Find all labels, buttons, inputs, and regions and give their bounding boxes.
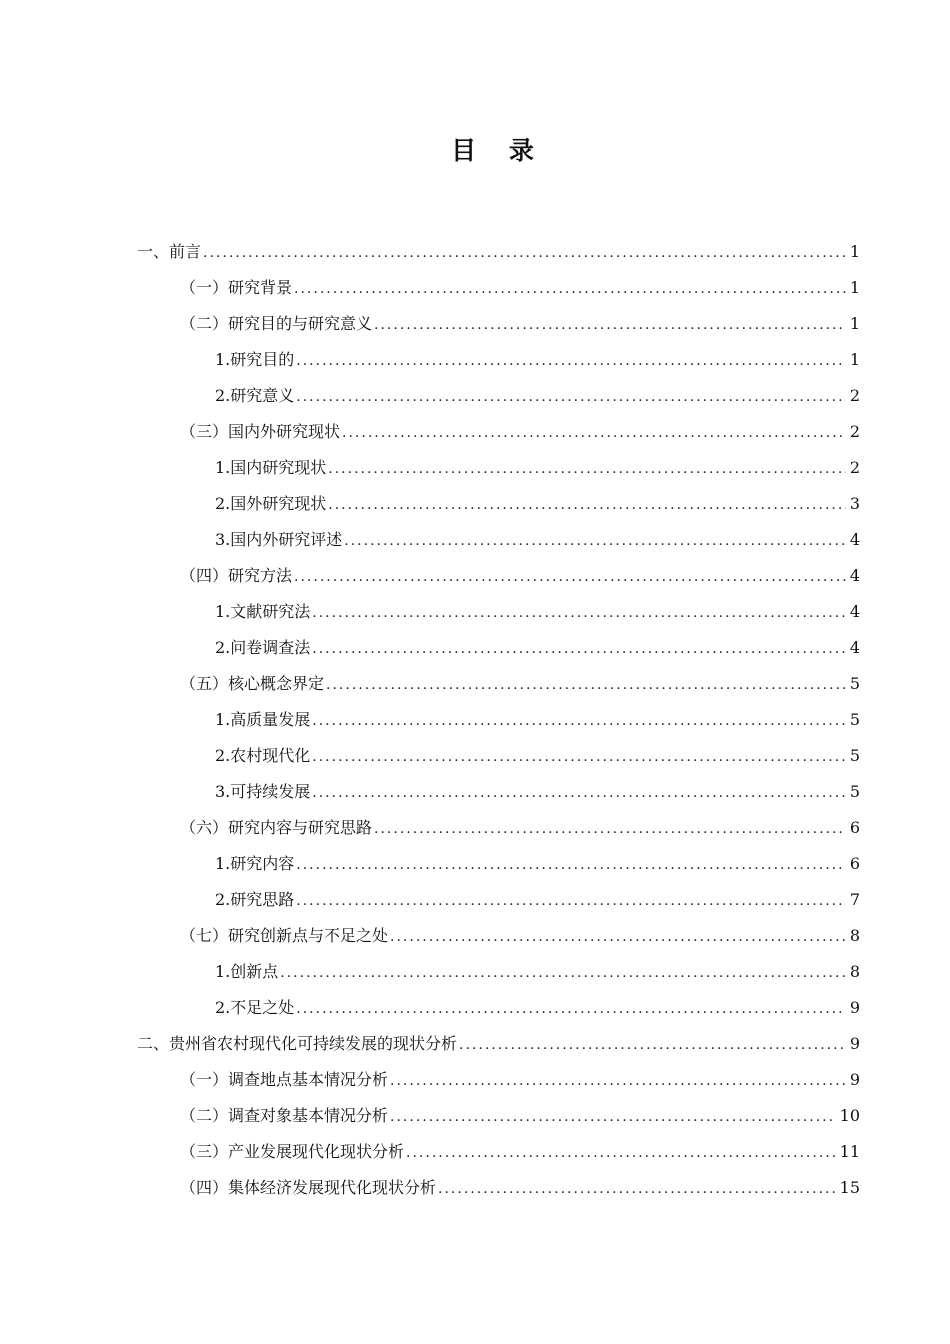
toc-entry[interactable] [137, 774, 860, 810]
toc-entry[interactable] [137, 810, 860, 846]
toc-dot-leader [203, 235, 846, 271]
table-of-contents [137, 234, 860, 1206]
toc-entry[interactable] [137, 414, 860, 450]
toc-entry-label: （二）研究目的与研究意义 [180, 314, 373, 333]
toc-dot-leader [294, 271, 846, 307]
toc-entry-page-number: 11 [839, 1142, 860, 1161]
toc-entry-label: （二）调查对象基本情况分析 [180, 1106, 389, 1125]
toc-entry-page-number: 1 [849, 314, 860, 333]
toc-entry[interactable] [137, 378, 860, 414]
toc-entry-page-number: 9 [849, 1034, 860, 1053]
toc-dot-leader [312, 739, 846, 775]
toc-dot-leader [312, 631, 846, 667]
toc-entry-label: 1.创新点 [215, 962, 279, 981]
toc-dot-leader [312, 775, 846, 811]
toc-entry[interactable] [137, 1026, 860, 1062]
toc-dot-leader [280, 955, 846, 991]
toc-entry[interactable] [137, 738, 860, 774]
toc-entry-label: 1.国内研究现状 [215, 458, 327, 477]
page-title: 目 录 [451, 136, 546, 165]
toc-entry-page-number: 2 [849, 386, 860, 405]
toc-entry[interactable] [137, 270, 860, 306]
toc-entry[interactable] [137, 450, 860, 486]
toc-dot-leader [374, 307, 846, 343]
toc-entry[interactable] [137, 594, 860, 630]
toc-entry-page-number: 10 [839, 1106, 860, 1125]
toc-entry-label: 2.研究思路 [215, 890, 295, 909]
toc-dot-leader [328, 451, 846, 487]
toc-dot-leader [390, 1063, 846, 1099]
toc-entry-page-number: 2 [849, 458, 860, 477]
toc-entry[interactable] [137, 1170, 860, 1206]
toc-entry[interactable] [137, 486, 860, 522]
toc-entry-page-number: 15 [839, 1178, 860, 1197]
toc-entry-page-number: 4 [849, 638, 860, 657]
toc-entry-page-number: 1 [849, 350, 860, 369]
toc-dot-leader [296, 883, 846, 919]
toc-entry-page-number: 5 [849, 746, 860, 765]
toc-dot-leader [326, 667, 846, 703]
toc-dot-leader [459, 1027, 846, 1063]
toc-entry-page-number: 9 [849, 1070, 860, 1089]
toc-entry-label: （四）集体经济发展现代化现状分析 [180, 1178, 437, 1197]
toc-entry[interactable] [137, 522, 860, 558]
toc-entry-label: 2.问卷调查法 [215, 638, 311, 657]
toc-entry-label: （六）研究内容与研究思路 [180, 818, 373, 837]
toc-entry-label: 2.不足之处 [215, 998, 295, 1017]
toc-entry-label: （三）产业发展现代化现状分析 [180, 1142, 405, 1161]
toc-entry-page-number: 1 [849, 278, 860, 297]
toc-entry-page-number: 5 [849, 710, 860, 729]
toc-entry-page-number: 4 [849, 566, 860, 585]
toc-entry-page-number: 6 [849, 818, 860, 837]
toc-entry[interactable] [137, 1134, 860, 1170]
toc-entry-page-number: 8 [849, 962, 860, 981]
toc-entry-label: 2.国外研究现状 [215, 494, 327, 513]
toc-entry-page-number: 4 [849, 602, 860, 621]
toc-entry[interactable] [137, 846, 860, 882]
toc-entry-page-number: 7 [849, 890, 860, 909]
toc-entry[interactable] [137, 990, 860, 1026]
toc-dot-leader [406, 1135, 836, 1171]
toc-dot-leader [296, 991, 846, 1027]
toc-dot-leader [294, 559, 846, 595]
toc-entry[interactable] [137, 1098, 860, 1134]
toc-dot-leader [344, 523, 846, 559]
toc-entry[interactable] [137, 1062, 860, 1098]
toc-entry-label: 3.国内外研究评述 [215, 530, 343, 549]
toc-dot-leader [296, 379, 846, 415]
toc-entry-label: 1.文献研究法 [215, 602, 311, 621]
toc-entry-page-number: 4 [849, 530, 860, 549]
toc-entry[interactable] [137, 342, 860, 378]
toc-entry-label: （四）研究方法 [180, 566, 293, 585]
toc-entry[interactable] [137, 666, 860, 702]
toc-entry-label: 二、贵州省农村现代化可持续发展的现状分析 [137, 1034, 458, 1053]
toc-entry-page-number: 2 [849, 422, 860, 441]
toc-entry-label: 2.农村现代化 [215, 746, 311, 765]
toc-dot-leader [342, 415, 846, 451]
toc-dot-leader [390, 1099, 836, 1135]
toc-entry-page-number: 5 [849, 782, 860, 801]
toc-entry[interactable] [137, 558, 860, 594]
toc-entry-page-number: 5 [849, 674, 860, 693]
toc-dot-leader [296, 343, 846, 379]
toc-entry-label: 1.研究内容 [215, 854, 295, 873]
toc-dot-leader [312, 703, 846, 739]
toc-entry-label: 一、前言 [137, 242, 202, 261]
toc-dot-leader [374, 811, 846, 847]
toc-dot-leader [296, 847, 846, 883]
toc-entry[interactable] [137, 954, 860, 990]
toc-entry-label: （五）核心概念界定 [180, 674, 325, 693]
toc-entry-page-number: 6 [849, 854, 860, 873]
toc-entry-label: 1.研究目的 [215, 350, 295, 369]
toc-entry-label: （七）研究创新点与不足之处 [180, 926, 389, 945]
toc-dot-leader [328, 487, 846, 523]
toc-entry[interactable] [137, 306, 860, 342]
toc-dot-leader [438, 1171, 836, 1207]
toc-entry-label: （一）调查地点基本情况分析 [180, 1070, 389, 1089]
toc-entry-label: （三）国内外研究现状 [180, 422, 341, 441]
toc-entry-label: 2.研究意义 [215, 386, 295, 405]
toc-entry[interactable] [137, 630, 860, 666]
toc-entry[interactable] [137, 702, 860, 738]
toc-entry-page-number: 3 [849, 494, 860, 513]
toc-entry[interactable] [137, 234, 860, 270]
toc-entry-page-number: 9 [849, 998, 860, 1017]
toc-dot-leader [312, 595, 846, 631]
toc-entry-page-number: 8 [849, 926, 860, 945]
toc-entry[interactable] [137, 882, 860, 918]
toc-entry[interactable] [137, 918, 860, 954]
toc-entry-label: 1.高质量发展 [215, 710, 311, 729]
toc-entry-label: 3.可持续发展 [215, 782, 311, 801]
toc-entry-label: （一）研究背景 [180, 278, 293, 297]
toc-dot-leader [390, 919, 846, 955]
toc-entry-page-number: 1 [849, 242, 860, 261]
